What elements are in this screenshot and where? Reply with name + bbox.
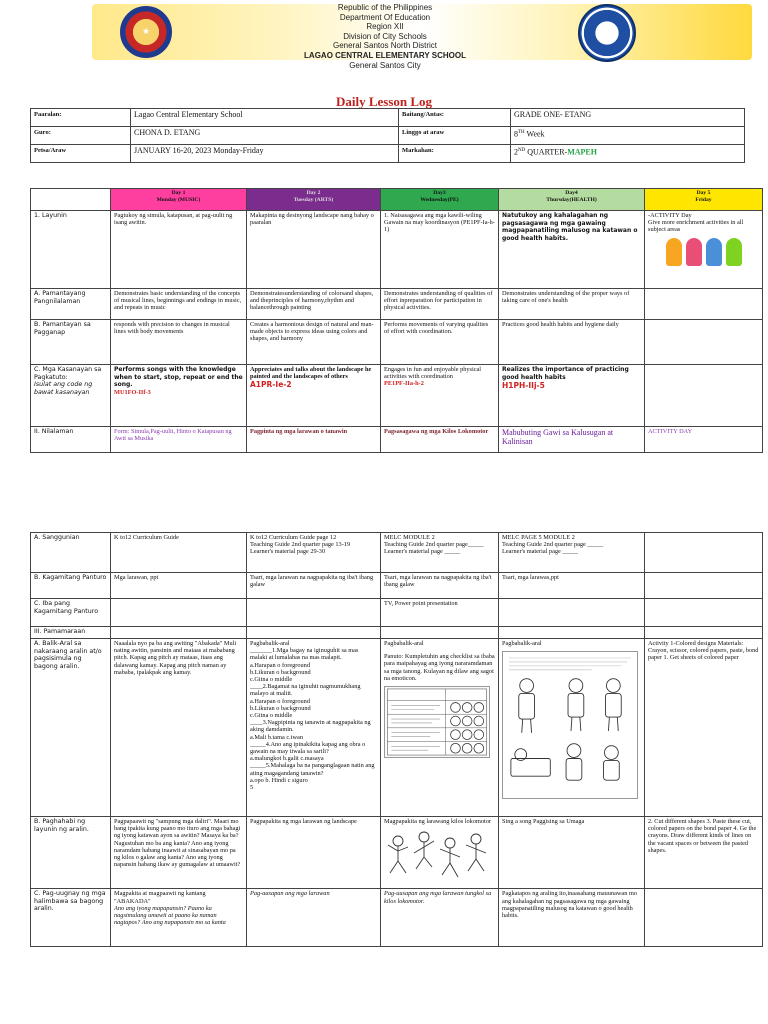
paghahabi-day3-text: Magpapakita ng larawang kilos lokomotor xyxy=(384,818,492,825)
pamamaraan-day5 xyxy=(645,627,763,639)
layunin-day2: Makapinta ng desinyong landscape nang bahay o paaralan xyxy=(247,211,381,289)
balik-aral-day2-line: a.opo b. Hindi c siguro xyxy=(250,776,308,784)
paghahabi-day5: 2. Cut different shapes 3. Paste these cut, colored papers on the bond paper 4. Ge the crayons. Draw different kinds of lines on the vacant spaces or between the pasted shapes. xyxy=(645,817,763,889)
pamamaraan-day4 xyxy=(499,627,645,639)
day5-header xyxy=(645,189,763,211)
day4-label: Day4 xyxy=(565,190,578,196)
pag-uugnay-day5 xyxy=(645,889,763,947)
day5-label: Day 5 xyxy=(696,190,711,196)
kagamitang-day2: Tsart, mga larawan na nagpapakita ng iba't ibang galaw xyxy=(247,573,381,599)
sanggunian-day3-line: Teaching Guide 2nd quarter page_____ xyxy=(384,541,484,549)
deped-seal-icon: ▲ xyxy=(603,28,611,38)
balik-aral-day5: Activity 1-Colored designs Materials: Crayon, scissor, colored papers, paste, bond paper 1. Get sheets of colored paper xyxy=(645,639,763,817)
nilalaman-day4: Mabubuting Gawi sa Kalusugan at Kalinisan xyxy=(499,427,645,453)
kasanayan-day4-code: H1PH-IIj-5 xyxy=(502,381,545,391)
markahan-value xyxy=(511,145,745,163)
kid-figure xyxy=(726,238,742,266)
activity-day-text: -ACTIVITY Day xyxy=(648,212,692,219)
pag-uugnay-day1 xyxy=(111,889,247,947)
pag-uugnay-day2: Pag-aasapan ang mga larawan xyxy=(247,889,381,947)
day2-header xyxy=(247,189,381,211)
pamantayan-pagganap-label: B. Pamantayan sa Pagganap xyxy=(31,320,111,365)
balik-aral-day3 xyxy=(381,639,499,817)
markahan-subject: MAPEH xyxy=(567,147,597,157)
balik-aral-day2-line: a.malungkot b.galit c.masaya xyxy=(250,755,324,763)
day1-subject: Monday (MUSIC) xyxy=(156,196,201,203)
balik-aral-day2-line: a.Mali b.tama c.iwan xyxy=(250,733,303,741)
balik-aral-day2-line: b.Likuran o background xyxy=(250,704,311,712)
kasanayan-label-main: C. Mga Kasanayan sa Pagkatuto: xyxy=(34,366,102,381)
balik-aral-label: A. Balik-Aral sa nakaraang aralin at/o pagsisimula ng bagong aralin. xyxy=(31,639,111,817)
linggo-value xyxy=(511,127,745,145)
kasanayan-day1-code: MU1FO-IIf-3 xyxy=(114,388,151,396)
district-text: General Santos North District xyxy=(332,41,438,51)
corner-cell xyxy=(31,189,111,211)
markahan-quarter: QUARTER- xyxy=(527,147,568,157)
kasanayan-day3 xyxy=(381,365,499,427)
locomotor-kids-figure xyxy=(384,827,492,885)
day5-subject: Friday xyxy=(695,196,712,203)
pamantayan-pagganap-day2: Creates a harmonious design of natural and man-made objects to express ideas using colors and shapes, and harmony xyxy=(247,320,381,365)
enrichment-text: Give more enrichment activities in all subject areas xyxy=(648,219,744,234)
pamantayang-nilalaman-label: A. Pamantayang Pangnilalaman xyxy=(31,289,111,320)
division-text: Division of City Schools xyxy=(343,31,427,41)
kasanayan-day4-text: Realizes the importance of practicing good health habits xyxy=(502,366,629,381)
linggo-suffix: TH xyxy=(518,130,525,135)
pamantayan-pagganap-day3: Performs movements of varying qualities of effort with coordination. xyxy=(381,320,499,365)
school-name: LAGAO CENTRAL ELEMENTARY SCHOOL xyxy=(304,50,466,60)
kasanayan-day1-text: Performs songs with the knowledge when to start, stop, repeat or end the song. xyxy=(114,366,243,389)
kids-illustration xyxy=(648,236,759,270)
balik-aral-day2-line: ____2.Bagamat na iginuhit nagmumukhang malayo at maliit. xyxy=(250,683,361,698)
day3-subject: Wednesday(PE) xyxy=(420,196,459,203)
layunin-day1: Pagtukoy ng simula, katapusan, at pag-uulit ng isang awitin. xyxy=(111,211,247,289)
pag-uugnay-day1-questions: Ano ang iyong mapapansin? Paano ka nagsimulang umawit at paano ka naman nagtapos? Ano ang napapansin mo sa kanta xyxy=(114,904,226,927)
balik-aral-day4-intro: Pagbabalik-aral xyxy=(502,640,542,647)
pamantayan-pagganap-day1: responds with precision to changes in musical lines with body movements xyxy=(111,320,247,365)
layunin-label: 1. Layunin xyxy=(31,211,111,289)
kagamitang-day5 xyxy=(645,573,763,599)
pamamaraan-day1 xyxy=(111,627,247,639)
day1-header xyxy=(111,189,247,211)
emoticon-checklist-figure xyxy=(384,686,490,758)
school-seal-logo xyxy=(120,6,172,58)
nilalaman-day3: Pagsasagawa ng mga Kilos Lokomotor xyxy=(381,427,499,453)
balik-aral-day2 xyxy=(247,639,381,817)
day3-label: Day3 xyxy=(433,190,446,196)
linggo-number: 8 xyxy=(514,129,518,139)
ibapang-day4 xyxy=(499,599,645,627)
paghahabi-day4: Sing a song Paggising sa Umaga xyxy=(499,817,645,889)
kagamitang-label: B. Kagamitang Panturo xyxy=(31,573,111,599)
pamantayang-nilalaman-day3: Demonstrates understanding of qualities of effort inpreparation for participation in physical activities. xyxy=(381,289,499,320)
pag-uugnay-day1-text: Magpakita at magpaawit ng kantang "ABAKADA" xyxy=(114,890,206,905)
pamamaraan-day2 xyxy=(247,627,381,639)
school-seal-icon: ★ xyxy=(141,27,151,37)
ibapang-day3: TV, Power point presentation xyxy=(381,599,499,627)
sanggunian-day3-line: MELC MODULE 2 xyxy=(384,534,435,541)
kagamitang-day4: Tsart, mga larawas,ppt xyxy=(499,573,645,599)
paaralan-value: Lagao Central Elementary School xyxy=(131,109,399,127)
pamamaraan-label: III. Pamamaraan xyxy=(31,627,111,639)
markahan-label: Markahan: xyxy=(399,145,511,163)
kasanayan-day2-code: A1PR-Ie-2 xyxy=(250,380,292,390)
markahan-number: 2 xyxy=(514,147,518,157)
nilalaman-day5: ACTIVITY DAY xyxy=(645,427,763,453)
balik-aral-day2-line: _____4.Ano ang ipinakikita kapag ang obra o gawain na may tiwala sa sarili? xyxy=(250,740,366,756)
sanggunian-day4 xyxy=(499,533,645,573)
header-text xyxy=(200,3,570,70)
sanggunian-day3 xyxy=(381,533,499,573)
lesson-table-bottom xyxy=(30,532,763,947)
department-text: Department Of Education xyxy=(339,12,431,22)
nilalaman-day2: Pagpinta ng mga larawan o tanawin xyxy=(247,427,381,453)
guro-value: CHONA D. ETANG xyxy=(131,127,399,145)
day3-header xyxy=(381,189,499,211)
sanggunian-day2-line: Teaching Guide 2nd quarter page 13-19 xyxy=(250,541,351,549)
day2-label: Day 2 xyxy=(306,190,321,196)
page-title: Daily Lesson Log xyxy=(335,94,433,109)
day4-subject: Thursday(HEALTH) xyxy=(546,196,597,203)
sanggunian-day1: K to12 Curriculum Guide xyxy=(111,533,247,573)
kid-figure xyxy=(706,238,722,266)
balik-aral-day4 xyxy=(499,639,645,817)
linggo-week: Week xyxy=(526,129,545,139)
sanggunian-day2 xyxy=(247,533,381,573)
pamamaraan-day3 xyxy=(381,627,499,639)
kasanayan-day1 xyxy=(111,365,247,427)
petsa-label: Petsa/Araw xyxy=(31,145,131,163)
ibapang-day1 xyxy=(111,599,247,627)
health-habits-figure xyxy=(502,651,638,799)
balik-aral-day2-intro: Pagbabalik-aral xyxy=(250,640,290,647)
ibapang-day5 xyxy=(645,599,763,627)
balik-aral-day2-line: _____5.Mahalaga ba na panganglagaan natin ang ating magagandang tanawin? xyxy=(250,762,375,777)
deped-seal-logo xyxy=(578,4,636,62)
kasanayan-label-sub: Isulat ang code ng bawat kasanayan xyxy=(34,381,93,396)
sanggunian-day4-line: Learner's material page _____ xyxy=(502,548,579,556)
kid-figure xyxy=(666,238,682,266)
pag-uugnay-day3: Pag-uusapan ang mga larawan tungkol sa kilos lokomotor. xyxy=(381,889,499,947)
paghahabi-day2: Pagpapakita ng mga larawan ng landscape xyxy=(247,817,381,889)
ibapang-label: C. Iba pang Kagamitang Panturo xyxy=(31,599,111,627)
pag-uugnay-day4: Pagkatapos ng araling ito,inaasahang mauunawan mo ang kahalagahan ng pagsasagawa ng mga gawaing magpapanatiling malusog na katawan o good health habits. xyxy=(499,889,645,947)
balik-aral-day2-line: a.Harapan o foreground xyxy=(250,697,310,705)
balik-aral-day2-line: _______1.Mga bagay na iginuguhit sa mas malaki at lumalabas na mas malapit. xyxy=(250,647,359,662)
kasanayan-day2-text: Appreciates and talks about the landscape he painted and the landscapes of others xyxy=(250,366,372,381)
sanggunian-day2-line: Learner's material page 29-30 xyxy=(250,548,326,556)
nilalaman-day1: Form: Simula,Pag-uulit, Hinto o Katapusan ng Awit sa Musika xyxy=(111,427,247,453)
paghahabi-label: B. Paghahabi ng layunin ng aralin. xyxy=(31,817,111,889)
sanggunian-day4-line: MELC PAGE 5 MODULE 2 xyxy=(502,534,575,541)
kagamitang-day1: Mga larawan, ppt xyxy=(111,573,247,599)
kid-figure xyxy=(686,238,702,266)
balik-aral-day2-line: a.Harapan o foreground xyxy=(250,661,310,669)
kasanayan-day2 xyxy=(247,365,381,427)
kasanayan-day5 xyxy=(645,365,763,427)
layunin-day4: Natutukoy ang kahalagahan ng pagsasagawa ng mga gawaing magpapanatiling malusog na katawan o good health habits. xyxy=(499,211,645,289)
day4-header xyxy=(499,189,645,211)
linggo-label: Linggo at araw xyxy=(399,127,511,145)
city-text: General Santos City xyxy=(349,60,421,70)
pamantayang-nilalaman-day5 xyxy=(645,289,763,320)
sanggunian-day3-line: Learner's material page _____ xyxy=(384,548,461,556)
paghahabi-day1: Pagpapaawit ng "sampung mga daliri". Maari mo bang ipakita kung paano mo ituro ang mga bahagi ng iyong katawan ayon sa awitin? Masaya ka ba? Nagustuhan mo ba ang kanta? Ano ang iyong naramdam habang inaawit at sinasabayan mo pa ng kilos o galaw ang kanta? Ano ang iyong napansin habang ikaw ay gumagalaw at umaawit? xyxy=(111,817,247,889)
pamantayang-nilalaman-day4: Demonstrates understanding of the proper ways of taking care of one's health xyxy=(499,289,645,320)
guro-label: Guro: xyxy=(31,127,131,145)
sanggunian-day4-line: Teaching Guide 2nd quarter page _____ xyxy=(502,541,604,549)
kasanayan-label xyxy=(31,365,111,427)
pamantayang-nilalaman-day1: Demonstrates basic understanding of the concepts of musical lines, beginnings and endings in music, and repeats in music xyxy=(111,289,247,320)
day2-subject: Tuesday (ARTS) xyxy=(293,196,334,203)
region-text: Region XII xyxy=(366,22,404,32)
paghahabi-day3 xyxy=(381,817,499,889)
balik-aral-day2-line: c.Gitna o middle xyxy=(250,676,293,684)
lesson-table-top xyxy=(30,188,763,453)
baitang-label: Baitang/Antas: xyxy=(399,109,511,127)
balik-aral-day2-line: c.Gitna o middle xyxy=(250,712,293,720)
balik-aral-day1: Naaalala nyo pa ba ang awiting "Abakada" Muli nating awitin, pansinin and mataas at mababang pitch. Kapag ang pitch ay mataas, itaas ang dalawang kamay. Kapag ang pitch naman ay mababa, ipalakpak ang kamay. xyxy=(111,639,247,817)
pamantayan-pagganap-day4: Practices good health habits and hygiene daily xyxy=(499,320,645,365)
republic-text: Republic of the Philippines xyxy=(337,3,433,12)
kasanayan-day3-text: Engages in fun and enjoyable physical activities with coordination xyxy=(384,366,482,381)
pamantayang-nilalaman-day2: Demonstratesunderstanding of colorsand shapes, and theprinciples of harmony,rhythm and balancethrough painting xyxy=(247,289,381,320)
kasanayan-day4 xyxy=(499,365,645,427)
kasanayan-day3-code: PE1PF-IIa-h-2 xyxy=(384,380,424,388)
baitang-value: GRADE ONE- ETANG xyxy=(511,109,745,127)
paaralan-label: Paaralan: xyxy=(31,109,131,127)
ibapang-day2 xyxy=(247,599,381,627)
info-table xyxy=(30,108,745,163)
layunin-day5 xyxy=(645,211,763,289)
day1-label: Day 1 xyxy=(171,190,186,196)
sanggunian-day5 xyxy=(645,533,763,573)
petsa-value: JANUARY 16-20, 2023 Monday-Friday xyxy=(131,145,399,163)
nilalaman-label: II. Nilalaman xyxy=(31,427,111,453)
layunin-day3: 1. Naisasagawa ang mga kawili-wiling Gawain na may koordinasyon (PE1PF-Ia-h-1) xyxy=(381,211,499,289)
pamantayan-pagganap-day5 xyxy=(645,320,763,365)
balik-aral-day3-instructions: Panuto: Kumpletuhin ang checklist sa ibaba para maipahayag ang iyong nararamdaman sa mga tanong. Kulayan ng dilaw ang sagot na emoticon. xyxy=(384,653,495,682)
sanggunian-label: A. Sanggunian xyxy=(31,533,111,573)
balik-aral-day2-line: ____3.Nagpipinta ng tanawin at nagpapakita ng aking damdamin. xyxy=(250,719,371,734)
markahan-suffix: ND xyxy=(518,148,526,153)
pag-uugnay-label: C. Pag-uugnay ng mga halimbawa sa bagong aralin. xyxy=(31,889,111,947)
balik-aral-day2-line: 5 xyxy=(250,784,254,792)
sanggunian-day2-line: K to12 Curriculum Guide page 12 xyxy=(250,534,337,541)
balik-aral-day3-intro: Pagbabalik-aral xyxy=(384,640,424,647)
balik-aral-day2-line: b.Likuran o background xyxy=(250,668,311,676)
kagamitang-day3: Tsart, mga larawan na nagpapakita ng iba't ibang galaw xyxy=(381,573,499,599)
